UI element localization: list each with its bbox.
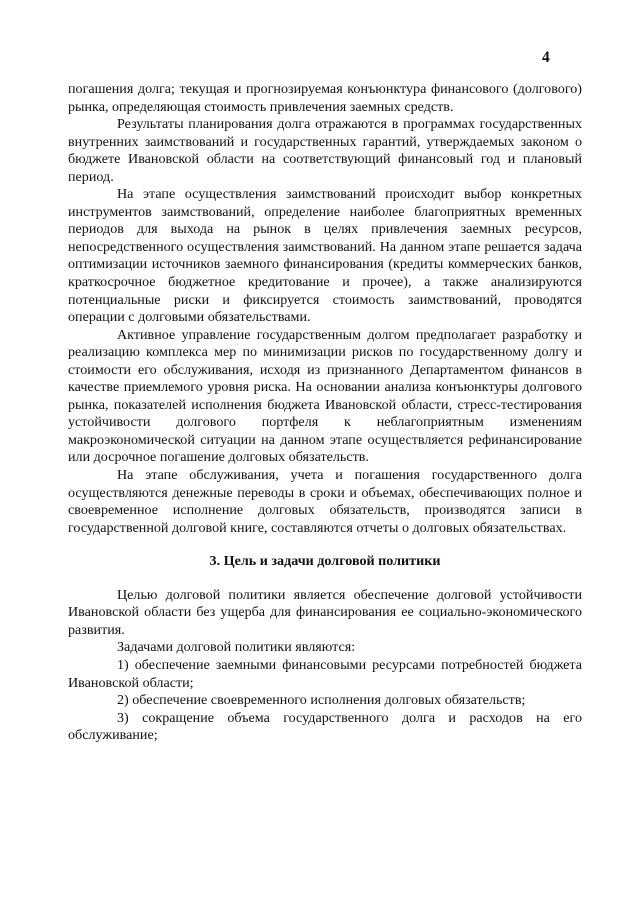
paragraph-4: Активное управление государственным долгом предполагает разработку и реализацию комплекса мер по минимизации рисков по государственному долгу и стоимости его обслуживания, исходя из признанного Департаментом финансов в качестве приемлемого уровня риска. На основании анализа конъюнктуры долгового рынка, показателей исполнения бюджета Ивановской области, стресс-тестирования устойчивости долгового портфеля к неблагоприятным изменениям макроэкономической ситуации на данном этапе осуществляется рефинансирование или досрочное погашение долговых обязательств. (68, 326, 582, 466)
document-body (68, 81, 582, 745)
paragraph-goal: Целью долговой политики является обеспечение долговой устойчивости Ивановской области без ущерба для финансирования ее социально-экономического развития. (68, 586, 582, 638)
paragraph-3: На этапе осуществления заимствований происходит выбор конкретных инструментов заимствований, определение наиболее благоприятных временных периодов для выхода на рынок в целях привлечения заемных ресурсов, непосредственного осуществления заимствований. На данном этапе решается задача оптимизации источников заемного финансирования (кредиты коммерческих банков, краткосрочное бюджетное кредитование и прочее), а также анализируются потенциальные риски и фиксируется стоимость заимствований, проводятся операции с долговыми обязательствами. (68, 186, 582, 326)
page-number: 4 (542, 49, 550, 66)
paragraph-tasks-intro: Задачами долговой политики являются: (117, 639, 356, 656)
list-item-1: 1) обеспечение заемными финансовыми ресурсами потребностей бюджета Ивановской области; (68, 656, 582, 691)
list-item-2: 2) обеспечение своевременного исполнения долговых обязательств; (117, 692, 526, 709)
paragraph-5: На этапе обслуживания, учета и погашения государственного долга осуществляются денежные переводы в сроки и объемах, обеспечивающих полное и своевременное исполнение долговых обязательств, производятся записи в государственной долговой книге, составляются отчеты о долговых обязательствах. (68, 467, 582, 536)
list-item-3: 3) сокращение объема государственного долга и расходов на его обслуживание; (68, 709, 582, 744)
paragraph-2: Результаты планирования долга отражаются в программах государственных внутренних заимствований и государственных гарантий, утверждаемых законом о бюджете Ивановской области на соответствующий финансовый год и плановый период. (68, 116, 582, 185)
paragraph-1: погашения долга; текущая и прогнозируемая конъюнктура финансового (долгового) рынка, определяющая стоимость привлечения заемных средств. (68, 81, 582, 115)
section-heading: 3. Цель и задачи долговой политики (209, 553, 441, 570)
